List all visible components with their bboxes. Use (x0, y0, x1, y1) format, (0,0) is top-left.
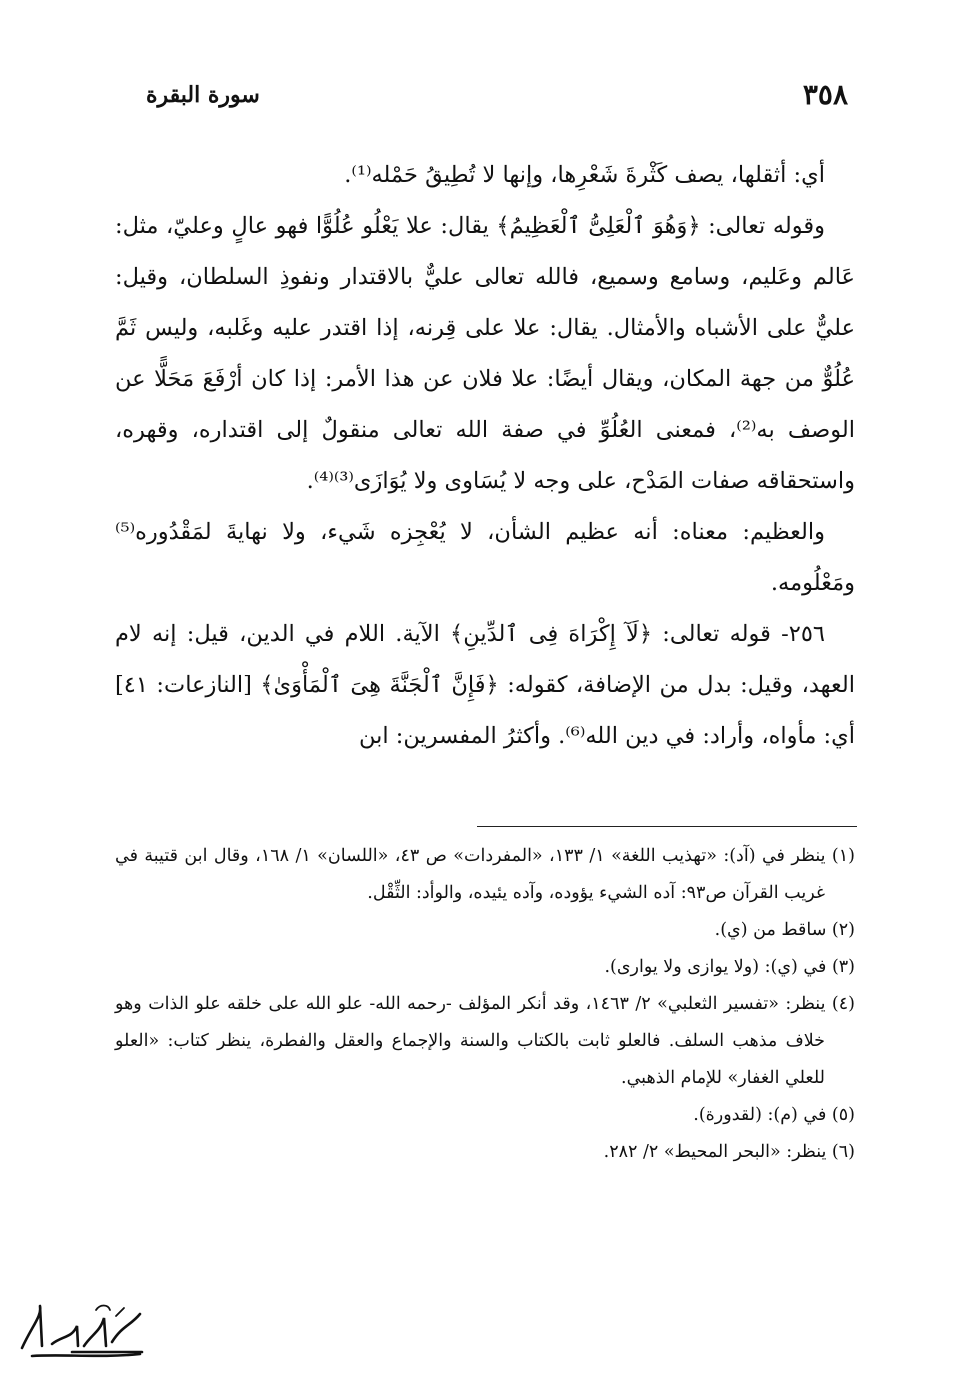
paragraph-4: ٢٥٦- قوله تعالى: ﴿لَآ إِكْرَاهَ فِى ٱلدِّينِ﴾ الآية. اللام في الدين، قيل: إنه لام العهد، وقيل: بدل من الإضافة، كقوله: ﴿فَإِنَّ ٱلْجَنَّةَ هِىَ ٱلْمَأْوَىٰ﴾ [النازعات: ٤١] أي: مأواه، وأراد: في دين الله⁽⁶⁾. وأكثرُ المفسرين: ابن (115, 621, 855, 749)
page-header (118, 78, 848, 118)
footnote-1: (١) ينظر في (آد): «تهذيب اللغة» ١/ ١٣٣، «المفردات» ص ٤٣، «اللسان» ١/ ١٦٨، وقال ابن قتيبة في غريب القرآن ص٩٣: آده الشيء يؤوده، وآده يئيده، والوأد: الثِّقْل. (115, 846, 855, 903)
main-text (115, 150, 855, 762)
footnote-2: (٢) ساقط من (ي). (714, 920, 855, 940)
footnote-5: (٥) في (م): (لقدورة). (693, 1105, 855, 1125)
footnotes (115, 838, 855, 1171)
footnote-divider (477, 826, 857, 827)
surah-title: سورة البقرة (146, 82, 260, 108)
footnote-4: (٤) ينظر: «تفسير الثعلبي» ٢/ ١٤٦٣، وقد أنكر المؤلف -رحمه الله- علو الله على خلقه علو الذات وهو خلاف مذهب السلف. فالعلو ثابت بالكتاب والسنة والإجماع والعقل والفطرة، ينظر كتاب: «العلو للعلي الغفار» للإمام الذهبي. (115, 994, 855, 1088)
paragraph-2: وقوله تعالى: ﴿وَهُوَ ٱلْعَلِىُّ ٱلْعَظِيمُ﴾ يقال: علا يَعْلُو عُلُوًّا فهو عالٍ وعليّ، مثل: عَالم وعَليم، وسامع وسميع، فالله تعالى عليٌّ بالاقتدار ونفوذِ السلطان، وقيل: عليٌّ على الأشباه والأمثال. يقال: علا على قِرنه، إذا اقتدر عليه وغَلبه، وليس ثَمَّ عُلُوٌّ من جهة المكان، ويقال أيضًا: علا فلان عن هذا الأمر: إذا كان أرْفَعَ مَحَلًّا عن الوصف به⁽²⁾، فمعنى العُلُوِّ في صفة الله تعالى منقولٌ إلى اقتداره، وقهره، واستحقاقه صفات المَدْح، على وجه لا يُسَاوى ولا يُوَازَى⁽³⁾⁽⁴⁾. (115, 213, 855, 494)
footnote-6: (٦) ينظر: «البحر المحيط» ٢/ ٢٨٢. (603, 1142, 855, 1162)
page-number: ٣٥٨ (802, 78, 848, 111)
calligraphy-logo-icon (12, 1296, 152, 1362)
footnote-3: (٣) في (ي): (ولا يوازى ولا يوارى). (604, 957, 855, 977)
paragraph-1: أي: أثقلها، يصف كَثْرةَ شَعْرِها، وإنها لا تُطِيقُ حَمْله⁽¹⁾. (344, 162, 825, 188)
paragraph-3: والعظيم: معناه: أنه عظيم الشأن، لا يُعْجِزه شَيء، ولا نهايةَ لمَقْدُوره⁽⁵⁾ ومَعْلُومه. (115, 519, 855, 596)
